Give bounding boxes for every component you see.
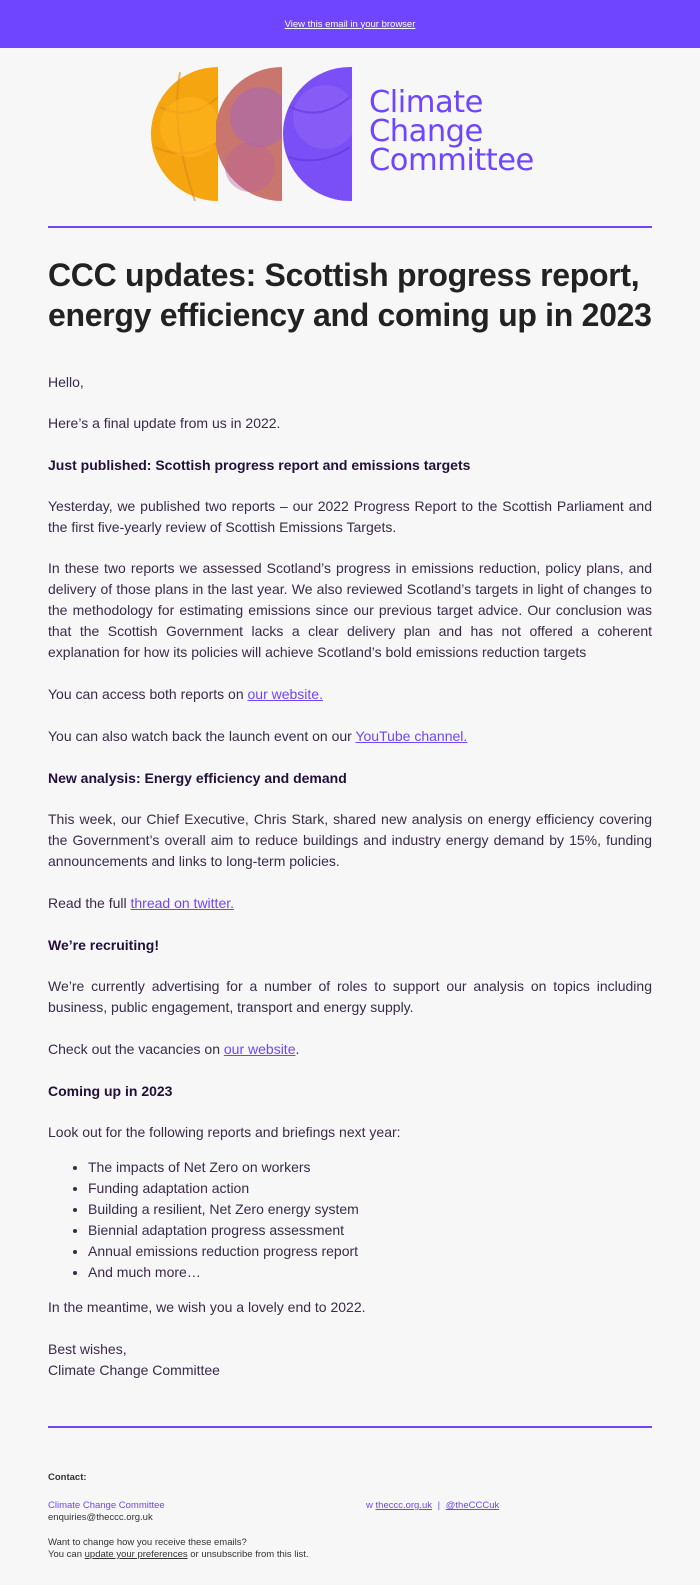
- recruiting-para-1: We’re currently advertising for a number of roles to support our analysis on topics including business, public engagement, transport and energy supply.: [48, 978, 652, 1015]
- scottish-para-2: In these two reports we assessed Scotland’s progress in emissions reduction, policy plans, and delivery of those plans in the last year. We also reviewed Scotland’s targets in light of changes to the methodology for estimating emissions since our previous target advice. Our conclusion was that the Scottish Government lacks a clear delivery plan and has not offered a coherent explanation for how its policies will achieve Scotland’s bold emissions reduction targets: [48, 560, 652, 660]
- scottish-para-1: Yesterday, we published two reports – our 2022 Progress Report to the Scottish Parliament and the first five-yearly review of Scottish Emissions Targets.: [48, 498, 652, 535]
- footer: [48, 1472, 652, 1560]
- vacancies-text: Check out the vacancies on: [48, 1041, 224, 1057]
- twitter-handle-link[interactable]: @theCCCuk: [445, 1500, 500, 1511]
- prefs-pre: You can: [48, 1549, 85, 1560]
- email-title: CCC updates: Scottish progress report, energy efficiency and coming up in 2023: [48, 257, 652, 333]
- twitter-thread-link[interactable]: thread on twitter.: [130, 895, 235, 911]
- contact-email: enquiries@theccc.org.uk: [48, 1512, 153, 1523]
- list-item: • Annual emissions reduction progress report: [88, 1241, 652, 1262]
- contact-left: [48, 1500, 366, 1523]
- header-divider: [48, 226, 652, 228]
- launch-text: You can also watch back the launch event on our: [48, 728, 356, 744]
- coming-up-intro: Look out for the following reports and briefings next year:: [48, 1124, 401, 1140]
- vacancies-period: .: [295, 1041, 300, 1057]
- org-link[interactable]: Climate Change Committee: [48, 1500, 165, 1511]
- web-prefix: w: [366, 1500, 373, 1511]
- contact-right: [366, 1500, 499, 1523]
- scottish-para-3: [48, 684, 652, 705]
- list-item: • And much more…: [88, 1262, 652, 1283]
- list-item: • The impacts of Net Zero on workers: [88, 1157, 652, 1178]
- logo-line-1: Climate: [369, 85, 483, 120]
- website-link[interactable]: theccc.org.uk: [375, 1500, 433, 1511]
- closing-wish: In the meantime, we wish you a lovely end to 2022.: [48, 1299, 366, 1315]
- ccc-logo-icon: [150, 67, 352, 201]
- energy-para-2: [48, 893, 652, 914]
- separator: |: [437, 1500, 441, 1511]
- contact-row: [48, 1500, 652, 1523]
- prefs-post: or unsubscribe from this list.: [187, 1549, 309, 1560]
- youtube-link[interactable]: YouTube channel.: [355, 728, 468, 744]
- email-body: [48, 48, 652, 1560]
- change-text: Want to change how you receive these emails?: [48, 1537, 247, 1548]
- upcoming-reports-list: [48, 1157, 652, 1283]
- contact-label: Contact:: [48, 1472, 87, 1483]
- list-item: • Building a resilient, Net Zero energy system: [88, 1199, 652, 1220]
- preferences-line: [48, 1549, 652, 1560]
- thread-text: Read the full: [48, 895, 131, 911]
- logo-wordmark: [369, 85, 534, 178]
- reports-website-link[interactable]: our website.: [247, 686, 323, 702]
- vacancies-website-link[interactable]: our website: [223, 1041, 296, 1057]
- energy-para-1: This week, our Chief Executive, Chris Stark, shared new analysis on energy efficiency covering the Government’s overall aim to reduce buildings and industry energy demand by 15%, funding announcements and links to long-term policies.: [48, 811, 652, 869]
- scottish-para-4: [48, 726, 652, 747]
- reports-text: You can access both reports on: [48, 686, 248, 702]
- greeting: Hello,: [48, 374, 84, 390]
- section-heading-energy: New analysis: Energy efficiency and demand: [48, 770, 347, 786]
- logo-line-3: Committee: [369, 143, 534, 178]
- signoff-line-1: Best wishes,: [48, 1341, 127, 1357]
- update-preferences-link[interactable]: update your preferences: [84, 1549, 188, 1560]
- signoff-line-2: Climate Change Committee: [48, 1362, 220, 1378]
- intro-text: Here’s a final update from us in 2022.: [48, 415, 281, 431]
- list-item: • Biennial adaptation progress assessment: [88, 1220, 652, 1241]
- section-heading-coming-up: Coming up in 2023: [48, 1083, 173, 1099]
- list-item: • Funding adaptation action: [88, 1178, 652, 1199]
- view-in-browser-link[interactable]: View this email in your browser: [284, 18, 416, 30]
- ccc-logo[interactable]: [48, 48, 652, 226]
- top-banner: [0, 0, 700, 48]
- section-heading-recruiting: We’re recruiting!: [48, 937, 159, 953]
- logo-line-2: Change: [369, 114, 483, 149]
- section-heading-scottish: Just published: Scottish progress report and emissions targets: [48, 457, 471, 473]
- recruiting-para-2: [48, 1039, 652, 1060]
- email-content: [48, 372, 652, 1381]
- footer-divider: [48, 1426, 652, 1428]
